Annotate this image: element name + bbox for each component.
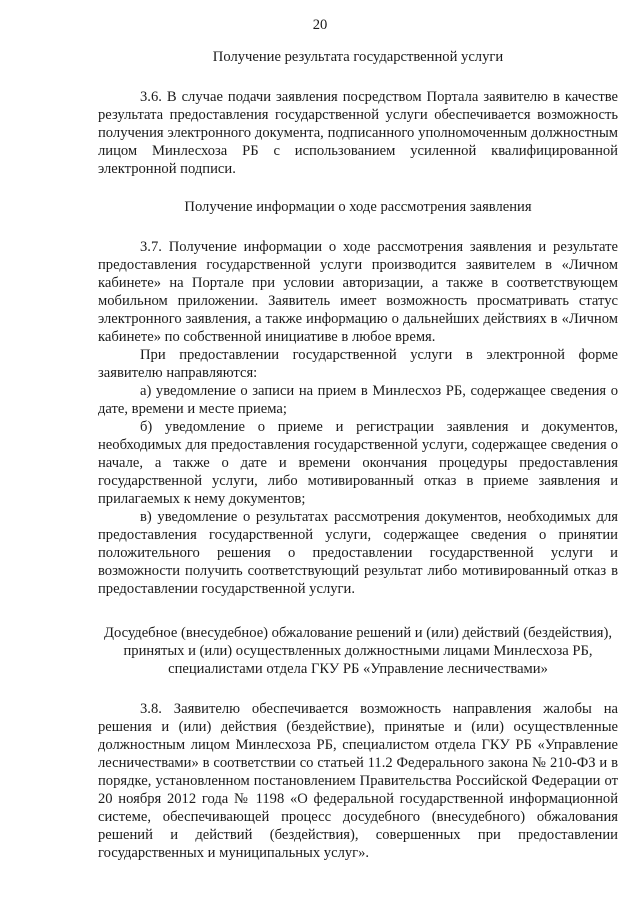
section-heading-appeal: Досудебное (внесудебное) обжалование решений и (или) действий (бездействия), принятых и (или) осуществленных должностными лицами Минлесхоза РБ, специалистами отдела ГКУ РБ «Управление лесничествами» bbox=[104, 625, 612, 677]
page-number: 20 bbox=[312, 17, 328, 33]
list-item-b: б) уведомление о приеме и регистрации заявления и документов, необходимых для предоставления государственной услуги, содержащее сведения о начале, а также о дате и времени окончания процедуры предоставления государственной услуги, либо мотивированный отказ в приеме заявления и прилагаемых к нему документов; bbox=[98, 419, 618, 507]
list-item-v: в) уведомление о результатах рассмотрения документов, необходимых для предоставления государственной услуги, содержащее сведения о принятии положительного решения о предоставлении государственной услуги и возможности получить соответствующий результат либо мотивированный отказ в предоставлении государственной услуги. bbox=[98, 509, 618, 597]
paragraph-3-6: 3.6. В случае подачи заявления посредством Портала заявителю в качестве результата предоставления государственной услуги обеспечивается возможность получения электронного документа, подписанного уполномоченным должностным лицом Минлесхоза РБ с использованием усиленной квалифицированной электронной подписи. bbox=[98, 89, 618, 177]
paragraph-3-7: 3.7. Получение информации о ходе рассмотрения заявления и результате предоставления государственной услуги производится заявителем в «Личном кабинете» на Портале при условии авторизации, а также в соответствующем мобильном приложении. Заявитель имеет возможность просматривать статус электронного заявления, а также информацию о дальнейших действиях в «Личном кабинете» по собственной инициативе в любое время. bbox=[98, 239, 618, 345]
section-heading-result: Получение результата государственной услуги bbox=[212, 49, 504, 65]
paragraph-3-8: 3.8. Заявителю обеспечивается возможность направления жалобы на решения и (или) действия (бездействие), принятые и (или) осуществленные должностным лицом Минлесхоза РБ, специалистом отдела ГКУ РБ «Управление лесничествами» в соответствии со статьей 11.2 Федерального закона № 210-ФЗ и в порядке, установленном постановлением Правительства Российской Федерации от 20 ноября 2012 года № 1198 «О федеральной государственной информационной системе, обеспечивающей процесс досудебного (внесудебного) обжалования решений и действий (бездействия), совершенных при предоставлении государственных и муниципальных услуг». bbox=[98, 701, 618, 861]
section-heading-info: Получение информации о ходе рассмотрения заявления bbox=[184, 199, 532, 215]
paragraph-notify-intro: При предоставлении государственной услуги в электронной форме заявителю направляются: bbox=[98, 347, 618, 381]
list-item-a: а) уведомление о записи на прием в Минлесхоз РБ, содержащее сведения о дате, времени и месте приема; bbox=[98, 383, 618, 417]
document-body bbox=[98, 48, 618, 862]
